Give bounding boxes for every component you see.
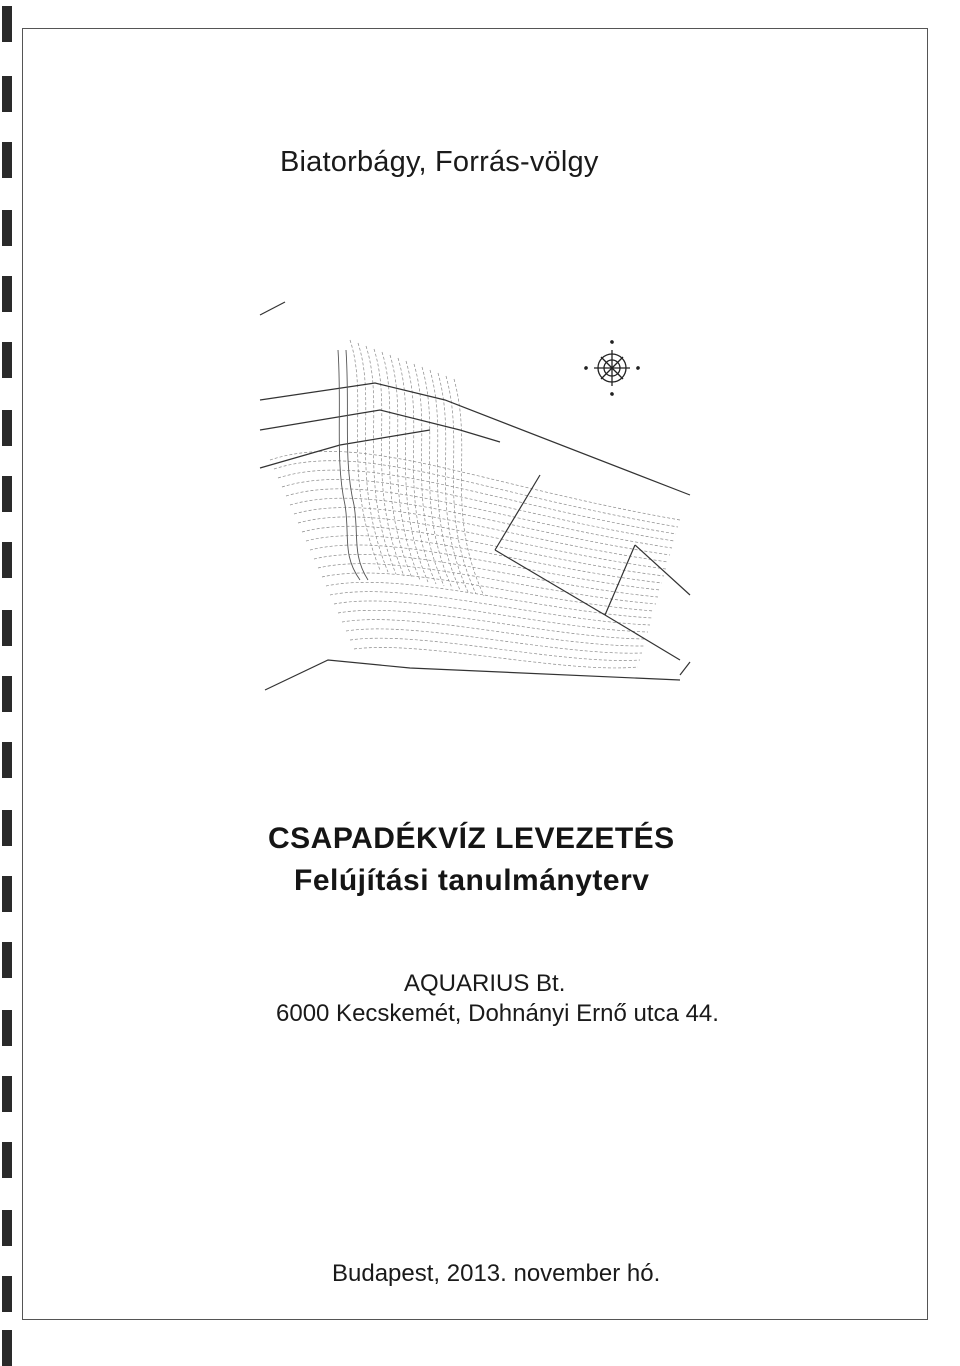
contour-line bbox=[342, 620, 644, 646]
contour-line bbox=[294, 508, 668, 562]
sub-title: Felújítási tanulmányterv bbox=[294, 864, 650, 897]
contour-line bbox=[390, 355, 420, 580]
site-map bbox=[250, 290, 700, 700]
contour-line bbox=[446, 376, 476, 594]
binding-marks bbox=[0, 0, 16, 1363]
contour-line bbox=[270, 451, 680, 520]
company-address: 6000 Kecskemét, Dohnányi Ernő utca 44. bbox=[276, 1000, 719, 1027]
main-title: CSAPADÉKVÍZ LEVEZETÉS bbox=[268, 822, 675, 855]
contour-line bbox=[338, 610, 646, 639]
contour-line bbox=[298, 517, 666, 569]
map-boundary-lines bbox=[260, 302, 690, 690]
contour-line bbox=[438, 373, 468, 592]
document-date: Budapest, 2013. november hó. bbox=[332, 1260, 661, 1287]
contour-line bbox=[346, 629, 642, 653]
compass-rose-icon bbox=[585, 341, 639, 395]
contour-line bbox=[326, 582, 652, 618]
place-title: Biatorbágy, Forrás-völgy bbox=[280, 146, 599, 178]
contour-line bbox=[310, 545, 660, 590]
contour-line bbox=[454, 379, 484, 596]
company-name: AQUARIUS Bt. bbox=[404, 970, 566, 997]
contour-line bbox=[358, 343, 388, 572]
contour-line bbox=[330, 592, 650, 625]
contour-line bbox=[354, 647, 638, 667]
contour-line bbox=[318, 564, 656, 604]
